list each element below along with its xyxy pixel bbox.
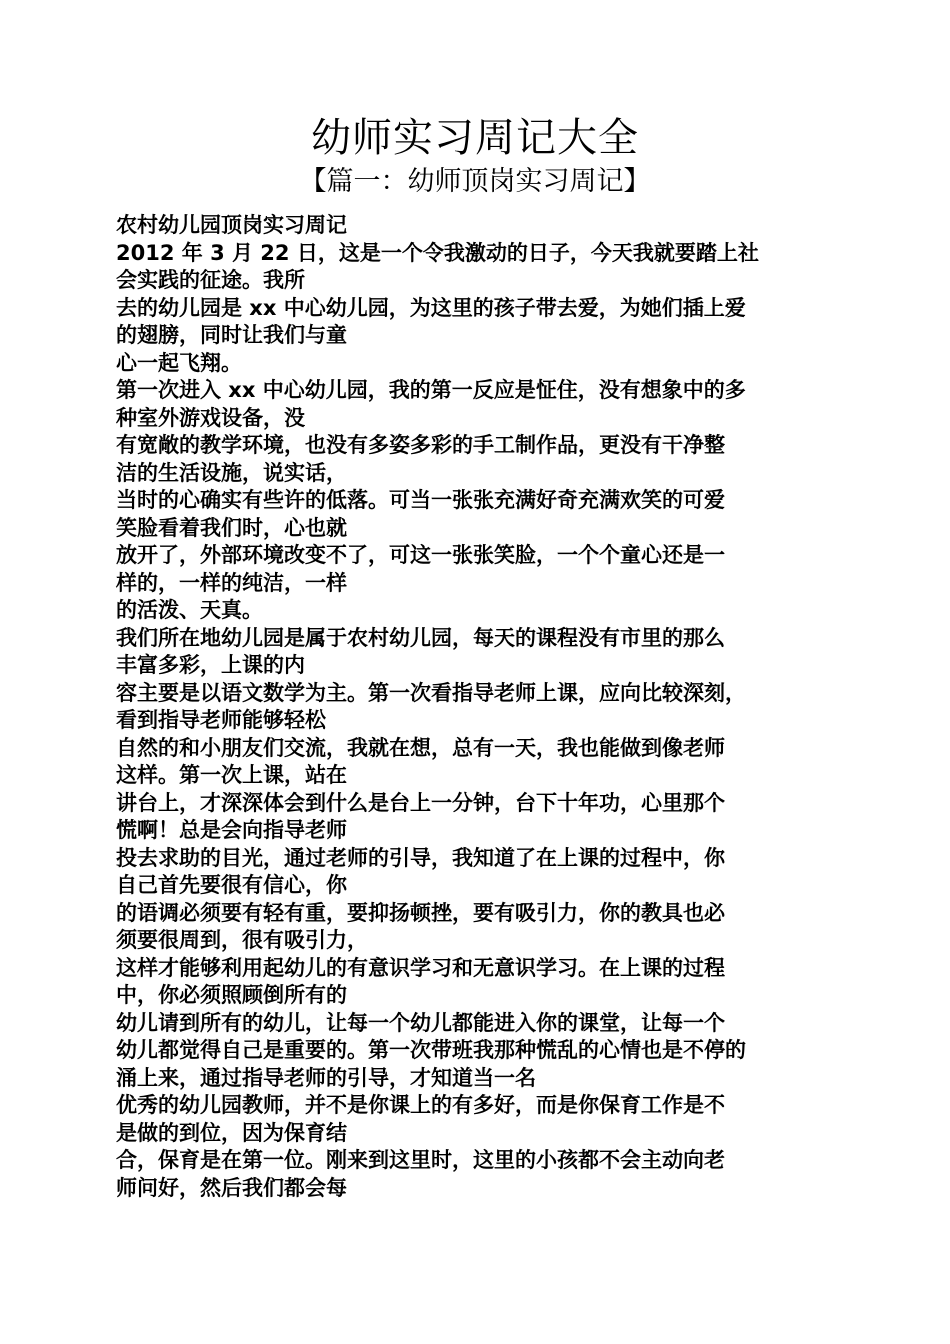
text-line: 心一起飞翔。 <box>116 350 242 375</box>
text-line: 当时的心确实有些许的低落。可当一张张充满好奇充满欢笑的可爱 <box>116 488 725 512</box>
document-body <box>116 212 836 1202</box>
text-line: 放开了，外部环境改变不了，可这一张张笑脸，一个个童心还是一 <box>116 543 725 567</box>
text-line: 是做的到位，因为保育结 <box>116 1120 347 1145</box>
text-line: 第一次进入 xx 中心幼儿园，我的第一反应是怔住，没有想象中的多 <box>116 378 746 402</box>
text-line: 自己首先要很有信心，你 <box>116 873 347 897</box>
text-line: 农村幼儿园顶岗实习周记 <box>116 213 347 237</box>
text-line: 的翅膀，同时让我们与童 <box>116 323 347 347</box>
text-line: 容主要是以语文数学为主。第一次看指导老师上课，应向比较深刻， <box>116 680 746 705</box>
text-line: 丰富多彩，上课的内 <box>116 653 305 677</box>
text-line: 合，保育是在第一位。刚来到这里时，这里的小孩都不会主动向老 <box>116 1148 725 1172</box>
text-line: 自然的和小朋友们交流，我就在想，总有一天，我也能做到像老师 <box>116 735 725 760</box>
text-line: 样的，一样的纯洁，一样 <box>116 570 347 595</box>
document-title: 幼师实习周记大全 <box>311 115 639 161</box>
text-line: 种室外游戏设备，没 <box>116 405 305 430</box>
text-line: 看到指导老师能够轻松 <box>116 708 326 732</box>
text-line: 涌上来，通过指导老师的引导，才知道当一名 <box>116 1065 536 1090</box>
text-line: 幼儿都觉得自己是重要的。第一次带班我那种慌乱的心情也是不停的 <box>116 1038 746 1062</box>
document-subtitle: 【篇一：幼师顶岗实习周记】 <box>299 166 651 197</box>
text-line: 2012 年 3 月 22 日，这是一个令我激动的日子，今天我就要踏上社 <box>116 240 759 265</box>
text-line: 慌啊！总是会向指导老师 <box>116 818 347 842</box>
text-line: 会实践的征途。我所 <box>116 268 305 292</box>
text-line: 优秀的幼儿园教师，并不是你课上的有多好，而是你保育工作是不 <box>116 1093 725 1117</box>
text-line: 须要很周到，很有吸引力， <box>116 928 368 952</box>
text-line: 师问好，然后我们都会每 <box>116 1175 347 1200</box>
text-line: 洁的生活设施，说实话， <box>116 460 347 485</box>
text-line: 去的幼儿园是 xx 中心幼儿园，为这里的孩子带去爱，为她们插上爱 <box>116 295 746 320</box>
text-line: 中，你必须照顾倒所有的 <box>116 983 347 1007</box>
text-line: 有宽敞的教学环境，也没有多姿多彩的手工制作品，更没有干净整 <box>116 433 725 457</box>
text-line: 投去求助的目光，通过老师的引导，我知道了在上课的过程中，你 <box>116 845 725 870</box>
text-line: 这样。第一次上课，站在 <box>116 763 347 787</box>
text-line: 讲台上，才深深体会到什么是台上一分钟，台下十年功，心里那个 <box>116 790 725 815</box>
text-line: 幼儿请到所有的幼儿，让每一个幼儿都能进入你的课堂，让每一个 <box>116 1010 725 1035</box>
text-line: 我们所在地幼儿园是属于农村幼儿园，每天的课程没有市里的那么 <box>116 625 725 650</box>
text-line: 的语调必须要有轻有重，要抑扬顿挫，要有吸引力，你的教具也必 <box>116 900 725 925</box>
text-line: 这样才能够利用起幼儿的有意识学习和无意识学习。在上课的过程 <box>116 955 725 980</box>
text-line: 的活泼、天真。 <box>116 598 263 622</box>
text-line: 笑脸看着我们时，心也就 <box>116 515 347 540</box>
